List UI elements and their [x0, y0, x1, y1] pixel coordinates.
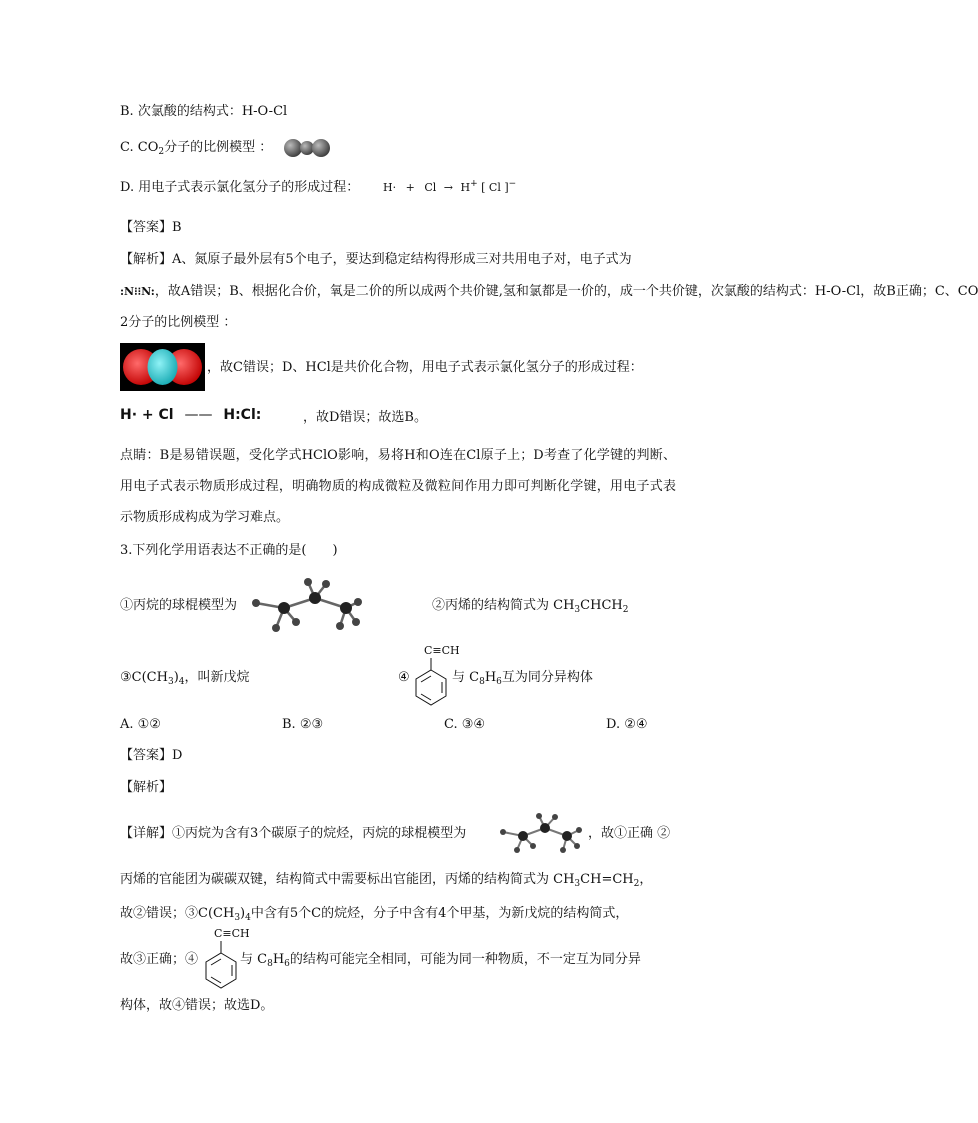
q3-item-4-ethynyl-label: C≡CH: [424, 644, 460, 657]
q2-analysis-co2-sub: 2: [120, 315, 129, 330]
q3-item-3-sub2: 4: [178, 677, 185, 687]
q3-item-2-sub1: 3: [574, 605, 581, 615]
q3-detail-2-mid: CH=CH: [580, 872, 634, 887]
q3-detail-1: 【详解】①丙烷为含有3个碳原子的烷烃，丙烷的球棍模型为: [120, 826, 467, 841]
q3-item-4-post: 互为同分异构体: [501, 670, 593, 685]
hcl-formation-correct-formula: [120, 405, 261, 425]
q3-detail-2: [120, 870, 652, 890]
q3-option-d: D. ②④: [606, 717, 648, 732]
q3-item-2-mid: CHCH: [580, 598, 623, 613]
q3-item-4-text: [452, 668, 593, 688]
q3-detail-4-mid: 与 C: [240, 952, 268, 967]
q3-item-3-sub1: 3: [167, 677, 174, 687]
q3-item-4-sub2: 6: [496, 677, 502, 687]
q3-detail-4-post: 的结构可能完全相同，可能为同一种物质，不一定互为同分异: [289, 952, 641, 967]
h-ion: H: [460, 181, 471, 194]
q2-option-c-pre: C. CO: [120, 140, 159, 155]
q3-answer: 【答案】D: [120, 748, 183, 763]
q3-item-3-end: ，叫新戊烷: [184, 670, 250, 685]
q3-item-4-mid: H: [484, 670, 497, 685]
reaction-arrow: →: [443, 181, 453, 194]
q3-detail-4-ethynyl-label: C≡CH: [214, 927, 250, 940]
q2-note: 点睛：B是易错误题，受化学式HClO影响，易将H和O连在Cl原子上；D考查了化学键的判断、用电子式表示物质形成过程，明确物质的构成微粒及微粒间作用力即可判断化学键，用电子式表示物质形成构成为学习难点。: [120, 448, 676, 525]
plus-sign: +: [405, 181, 415, 194]
q3-item-4-pre: 与 C: [452, 670, 480, 685]
q3-detail-5: 构体，故④错误；故选D。: [120, 998, 274, 1013]
q3-item-4-sub1: 8: [479, 677, 485, 687]
propane-ball-stick-model-small: [497, 812, 585, 856]
q2-analysis-line-4: ，故D错误；故选B。: [303, 410, 427, 425]
plus-sign-big: +: [141, 407, 154, 423]
q2-option-d: D. 用电子式表示氯化氢分子的形成过程：: [120, 180, 360, 195]
q2-option-c: [120, 138, 272, 158]
q3-item-2-sub2: 2: [622, 605, 629, 615]
q2-answer: 【答案】B: [120, 220, 182, 235]
q3-detail-4-sub1: 8: [267, 959, 273, 969]
q3-detail-3: [120, 904, 628, 924]
q3-detail-3-pre: 故②错误；③C(CH: [120, 906, 235, 921]
long-arrow: ——: [184, 407, 213, 423]
hcl-result: H:Cl:: [223, 407, 262, 423]
q2-option-b: B. 次氯酸的结构式：H-O-Cl: [120, 104, 288, 119]
q3-detail-2-sub1: 3: [574, 879, 581, 889]
q2-analysis-line-3: ，故C错误；D、HCl是共价化合物，用电子式表示氯化氢分子的形成过程：: [207, 360, 643, 375]
q3-item-3-pre: ③C(CH: [120, 670, 168, 685]
q2-analysis-line-1: 【解析】A、氮原子最外层有5个电子，要达到稳定结构得形成三对共用电子对，电子式为: [120, 252, 632, 267]
q3-option-b: B. ②③: [282, 717, 324, 732]
q3-item-3: [120, 668, 250, 688]
q2-analysis-line-2b: [120, 313, 236, 333]
n2-electron-formula: :N⁝⁝N:: [120, 285, 155, 298]
q3-item-1: ①丙烷的球棍模型为: [120, 598, 238, 613]
q3-option-a: A. ①②: [120, 717, 161, 732]
phenylacetylene-benzene-ring: [413, 656, 449, 708]
q2-analysis-line-2: [120, 282, 978, 302]
hcl-formation-wrong-formula: [383, 178, 516, 198]
q3-detail-3-sub1: 3: [234, 913, 241, 923]
propane-ball-stick-model: [248, 576, 368, 636]
q3-detail-4-sub2: 6: [284, 959, 290, 969]
q3-stem: 3.下列化学用语表达不正确的是( ): [120, 543, 338, 558]
q3-detail-2-sub2: 2: [633, 879, 640, 889]
q3-detail-3-sub2: 4: [245, 913, 251, 923]
h-atom-dot: H·: [383, 181, 397, 194]
q3-item-2: [432, 596, 628, 616]
co2-space-filling-model-image: [120, 343, 205, 391]
cl-ion: Cl: [488, 181, 501, 194]
cl-ion-charge: −: [508, 179, 517, 189]
h-ion-charge: +: [470, 179, 478, 189]
q3-detail-2-pre: 丙烯的官能团为碳碳双键，结构简式中需要标出官能团，丙烯的结构简式为 CH: [120, 872, 575, 887]
q3-option-c: C. ③④: [444, 717, 486, 732]
q3-detail-4: [240, 950, 641, 970]
bracket-close: ]: [504, 181, 509, 194]
q3-item-4-number: ④: [398, 670, 410, 685]
q2-option-c-sub: 2: [158, 147, 165, 157]
bracket-open: [: [481, 181, 486, 194]
cl-atom: Cl: [424, 181, 437, 194]
q3-analysis-head: 【解析】: [120, 780, 173, 795]
q3-detail-3-post: 中含有5个C的烷烃，分子中含有4个甲基，为新戊烷的结构简式，: [250, 906, 629, 921]
co2-wrong-model-image: [283, 136, 331, 160]
h-atom-big: H·: [120, 407, 138, 423]
q2-analysis-line-2-text: ，故A错误；B、根据化合价，氧是二价的所以成两个共价键,氢和氯都是一价的，成一个共价键，次氯酸的结构式：H-O-Cl，故B正确；C、CO: [154, 284, 978, 299]
q2-analysis-line-2b-text: 分子的比例模型 ：: [128, 315, 237, 330]
q3-detail-4-h: H: [272, 952, 285, 967]
q3-detail-2-end: ，: [639, 872, 653, 887]
q2-option-c-post: 分子的比例模型 ：: [164, 140, 273, 155]
q3-item-3-post: ): [173, 670, 179, 685]
phenylacetylene-benzene-ring-small: [203, 939, 239, 991]
q3-detail-4-pre: 故③正确；④: [120, 952, 199, 967]
q3-item-2-pre: ②丙烯的结构简式为 CH: [432, 598, 575, 613]
q3-detail-1b: ，故①正确 ②: [588, 826, 671, 841]
q3-detail-3-mid: ): [240, 906, 246, 921]
cl-atom-big: Cl: [158, 407, 174, 423]
